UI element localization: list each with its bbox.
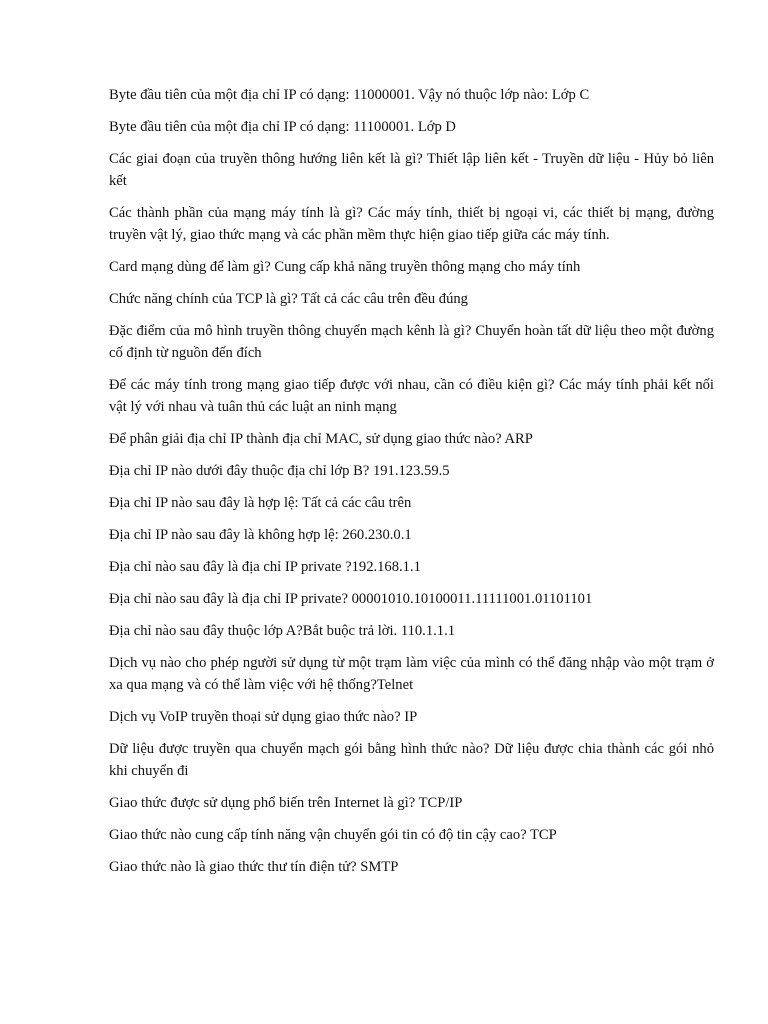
paragraph: Dịch vụ VoIP truyền thoại sử dụng giao thức nào? IP — [109, 709, 418, 725]
paragraph: Giao thức nào là giao thức thư tín điện tử? SMTP — [109, 859, 399, 875]
paragraph: Các thành phần của mạng máy tính là gì? Các máy tính, thiết bị ngoại vi, các thiết bị mạng, đường truyền vật lý, giao thức mạng và các phần mềm thực hiện giao tiếp giữa các máy tính. — [109, 205, 714, 243]
paragraph: Dữ liệu được truyền qua chuyển mạch gói bằng hình thức nào? Dữ liệu được chia thành các gói nhỏ khi chuyển đi — [109, 741, 714, 779]
paragraph: Card mạng dùng để làm gì? Cung cấp khả năng truyền thông mạng cho máy tính — [109, 259, 581, 275]
paragraph: Giao thức được sử dụng phổ biến trên Internet là gì? TCP/IP — [109, 795, 463, 811]
paragraph: Địa chỉ nào sau đây là địa chỉ IP private? 00001010.10100011.11111001.01101101 — [109, 591, 593, 607]
paragraph: Đặc điểm của mô hình truyền thông chuyển mạch kênh là gì? Chuyển hoàn tất dữ liệu theo một đường cố định từ nguồn đến đích — [109, 323, 714, 361]
paragraph: Để các máy tính trong mạng giao tiếp được với nhau, cần có điều kiện gì? Các máy tính phải kết nối vật lý với nhau và tuân thủ các luật an ninh mạng — [109, 377, 714, 415]
paragraph: Chức năng chính của TCP là gì? Tất cả các câu trên đều đúng — [109, 291, 468, 307]
paragraph: Dịch vụ nào cho phép người sử dụng từ một trạm làm việc của mình có thể đăng nhập vào một trạm ở xa qua mạng và có thể làm việc với hệ thống?Telnet — [109, 655, 714, 693]
paragraph: Địa chỉ IP nào sau đây là hợp lệ: Tất cả các câu trên — [109, 495, 412, 511]
paragraph: Địa chỉ nào sau đây thuộc lớp A?Bắt buộc trả lời. 110.1.1.1 — [109, 623, 456, 639]
paragraph: Địa chỉ IP nào dưới đây thuộc địa chỉ lớp B? 191.123.59.5 — [109, 463, 450, 479]
paragraph: Địa chỉ nào sau đây là địa chỉ IP private ?192.168.1.1 — [109, 559, 421, 575]
paragraph: Byte đầu tiên của một địa chỉ IP có dạng: 11100001. Lớp D — [109, 119, 456, 135]
document-body — [109, 84, 714, 888]
paragraph: Giao thức nào cung cấp tính năng vận chuyển gói tin có độ tin cậy cao? TCP — [109, 827, 557, 843]
paragraph: Các giai đoạn của truyền thông hướng liên kết là gì? Thiết lập liên kết - Truyền dữ liệu - Hủy bỏ liên kết — [109, 151, 714, 189]
paragraph: Byte đầu tiên của một địa chỉ IP có dạng: 11000001. Vậy nó thuộc lớp nào: Lớp C — [109, 87, 590, 103]
paragraph: Địa chỉ IP nào sau đây là không hợp lệ: 260.230.0.1 — [109, 527, 412, 543]
paragraph: Để phân giải địa chỉ IP thành địa chỉ MAC, sử dụng giao thức nào? ARP — [109, 431, 533, 447]
